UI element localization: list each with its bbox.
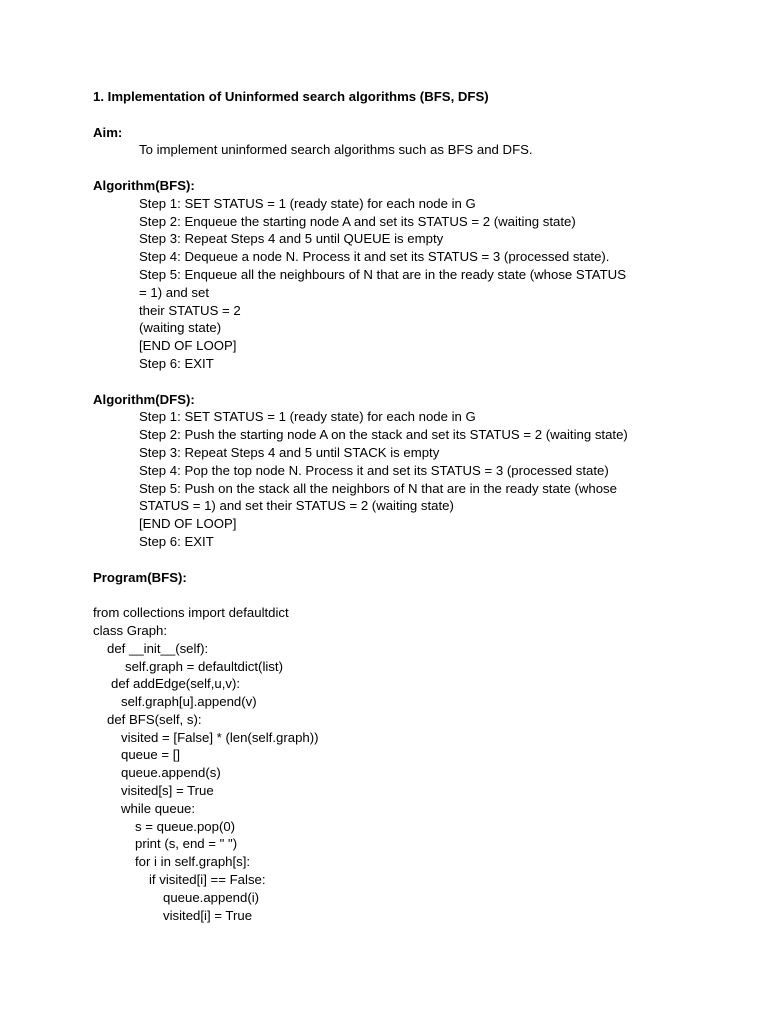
- bfs-step-line: Step 5: Enqueue all the neighbours of N that are in the ready state (whose STATUS: [139, 266, 626, 282]
- code-line: if visited[i] == False:: [149, 872, 266, 888]
- code-line: while queue:: [121, 800, 196, 816]
- spacer: [93, 373, 693, 391]
- aim-heading: Aim:: [93, 124, 123, 140]
- bfs-step-line: Step 6: EXIT: [139, 355, 214, 371]
- code-line: print (s, end = " "): [135, 836, 238, 852]
- bfs-step-line: Step 4: Dequeue a node N. Process it and set its STATUS = 3 (processed state).: [139, 249, 610, 265]
- bfs-step-line: Step 2: Enqueue the starting node A and set its STATUS = 2 (waiting state): [139, 213, 576, 229]
- bfs-step-line: [END OF LOOP]: [139, 338, 237, 354]
- code-line: def addEdge(self,u,v):: [111, 676, 241, 692]
- aim-text: To implement uninformed search algorithms such as BFS and DFS.: [139, 142, 533, 158]
- code-line: visited = [False] * (len(self.graph)): [121, 729, 319, 745]
- code-line: def __init__(self):: [107, 640, 209, 656]
- bfs-step-line: Step 3: Repeat Steps 4 and 5 until QUEUE is empty: [139, 231, 444, 247]
- bfs-step-line: their STATUS = 2: [139, 302, 241, 318]
- code-line: queue.append(s): [121, 765, 221, 781]
- code-line: queue = []: [121, 747, 181, 763]
- code-line: for i in self.graph[s]:: [135, 854, 251, 870]
- dfs-step-line: Step 1: SET STATUS = 1 (ready state) for each node in G: [139, 409, 476, 425]
- document-page: [93, 88, 693, 924]
- dfs-step-line: Step 2: Push the starting node A on the stack and set its STATUS = 2 (waiting state): [139, 427, 628, 443]
- spacer: [93, 106, 693, 124]
- dfs-algorithm-heading: Algorithm(DFS):: [93, 391, 195, 407]
- dfs-step-line: Step 3: Repeat Steps 4 and 5 until STACK is empty: [139, 444, 440, 460]
- code-line: queue.append(i): [163, 889, 260, 905]
- dfs-step-line: Step 5: Push on the stack all the neighbors of N that are in the ready state (whose: [139, 480, 617, 496]
- bfs-step-line: Step 1: SET STATUS = 1 (ready state) for each node in G: [139, 195, 476, 211]
- spacer: [93, 586, 693, 604]
- code-line: def BFS(self, s):: [107, 711, 202, 727]
- bfs-algorithm-heading: Algorithm(BFS):: [93, 177, 195, 193]
- spacer: [93, 159, 693, 177]
- code-line: class Graph:: [93, 622, 168, 638]
- code-line: s = queue.pop(0): [135, 818, 236, 834]
- program-bfs-heading: Program(BFS):: [93, 569, 187, 585]
- code-line: from collections import defaultdict: [93, 605, 289, 621]
- dfs-step-line: Step 6: EXIT: [139, 533, 214, 549]
- dfs-step-line: [END OF LOOP]: [139, 516, 237, 532]
- spacer: [93, 551, 693, 569]
- code-line: self.graph = defaultdict(list): [125, 658, 283, 674]
- bfs-step-line: = 1) and set: [139, 284, 210, 300]
- dfs-step-line: Step 4: Pop the top node N. Process it and set its STATUS = 3 (processed state): [139, 462, 609, 478]
- document-title: 1. Implementation of Uninformed search algorithms (BFS, DFS): [93, 89, 489, 104]
- code-line: self.graph[u].append(v): [121, 694, 257, 710]
- code-line: visited[i] = True: [163, 907, 253, 923]
- dfs-step-line: STATUS = 1) and set their STATUS = 2 (waiting state): [139, 498, 454, 514]
- code-line: visited[s] = True: [121, 783, 214, 799]
- bfs-step-line: (waiting state): [139, 320, 222, 336]
